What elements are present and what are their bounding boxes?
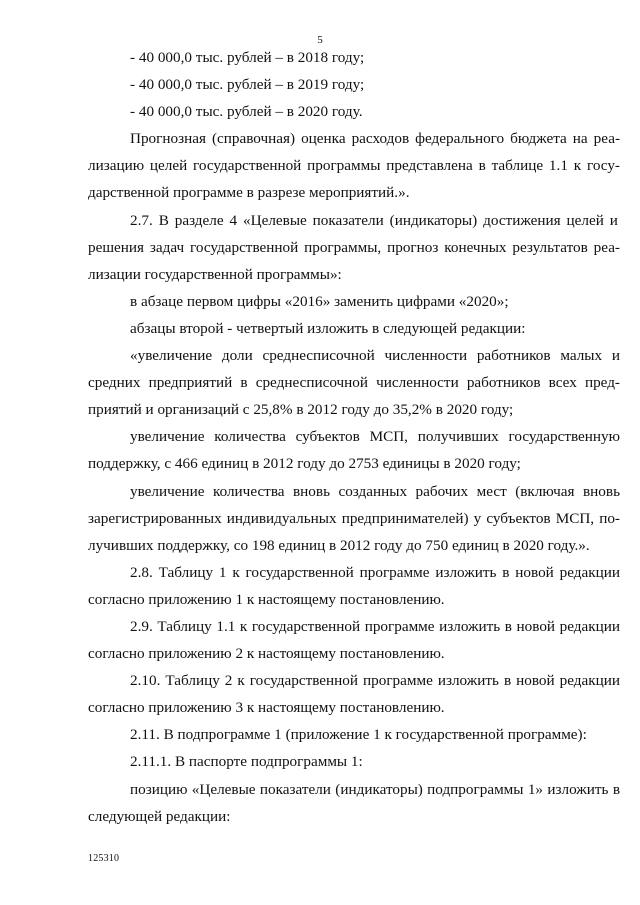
text-line: 2.8. Таблицу 1 к государственной программе изложить в новой редакции — [130, 563, 620, 581]
text-line: увеличение количества вновь созданных рабочих мест (включая вновь — [130, 482, 620, 500]
page-number: 5 — [317, 34, 323, 46]
text-line: следующей редакции: — [88, 807, 231, 825]
text-line: Прогнозная (справочная) оценка расходов федерального бюджета на реа- — [130, 130, 620, 148]
text-line: 2.9. Таблицу 1.1 к государственной программе изложить в новой редакции — [130, 617, 620, 635]
text-line: - 40 000,0 тыс. рублей – в 2019 году; — [130, 76, 365, 94]
text-line: дарственной программе в разрезе мероприятий.». — [88, 184, 410, 202]
text-line: приятий и организаций с 25,8% в 2012 году до 35,2% в 2020 году; — [88, 401, 514, 419]
text-line: 2.11. В подпрограмме 1 (приложение 1 к государственной программе): — [130, 726, 587, 744]
text-line: лизации государственной программы»: — [88, 265, 342, 283]
document-body — [88, 44, 620, 830]
text-line: согласно приложению 3 к настоящему постановлению. — [88, 699, 445, 717]
text-line: 2.7. В разделе 4 «Целевые показатели (индикаторы) достижения целей и — [130, 211, 618, 229]
text-line: увеличение количества субъектов МСП, получивших государственную — [130, 428, 620, 446]
text-line: «увеличение доли среднесписочной численности работников малых и — [130, 347, 620, 365]
text-line: лизацию целей государственной программы представлена в таблице 1.1 к госу- — [88, 157, 620, 175]
text-line: решения задач государственной программы, прогноз конечных результатов реа- — [88, 238, 620, 256]
text-line: согласно приложению 1 к настоящему постановлению. — [88, 590, 445, 608]
text-line: абзацы второй - четвертый изложить в следующей редакции: — [130, 319, 526, 337]
text-line: зарегистрированных индивидуальных предпринимателей) у субъектов МСП, по- — [88, 509, 620, 527]
text-line: в абзаце первом цифры «2016» заменить цифрами «2020»; — [130, 292, 509, 310]
text-line: лучивших поддержку, со 198 единиц в 2012 году до 750 единиц в 2020 году.». — [88, 536, 590, 554]
text-line: 2.11.1. В паспорте подпрограммы 1: — [130, 753, 363, 771]
text-line: 2.10. Таблицу 2 к государственной программе изложить в новой редакции — [130, 672, 620, 690]
text-line: согласно приложению 2 к настоящему постановлению. — [88, 645, 445, 663]
text-line: поддержку, с 466 единиц в 2012 году до 2753 единицы в 2020 году; — [88, 455, 521, 473]
text-line: средних предприятий в среднесписочной численности работников всех пред- — [88, 374, 620, 392]
text-line: - 40 000,0 тыс. рублей – в 2020 году. — [130, 103, 363, 121]
document-code: 125310 — [88, 853, 120, 864]
text-line: позицию «Целевые показатели (индикаторы) подпрограммы 1» изложить в — [130, 780, 620, 798]
text-line: - 40 000,0 тыс. рублей – в 2018 году; — [130, 49, 365, 66]
